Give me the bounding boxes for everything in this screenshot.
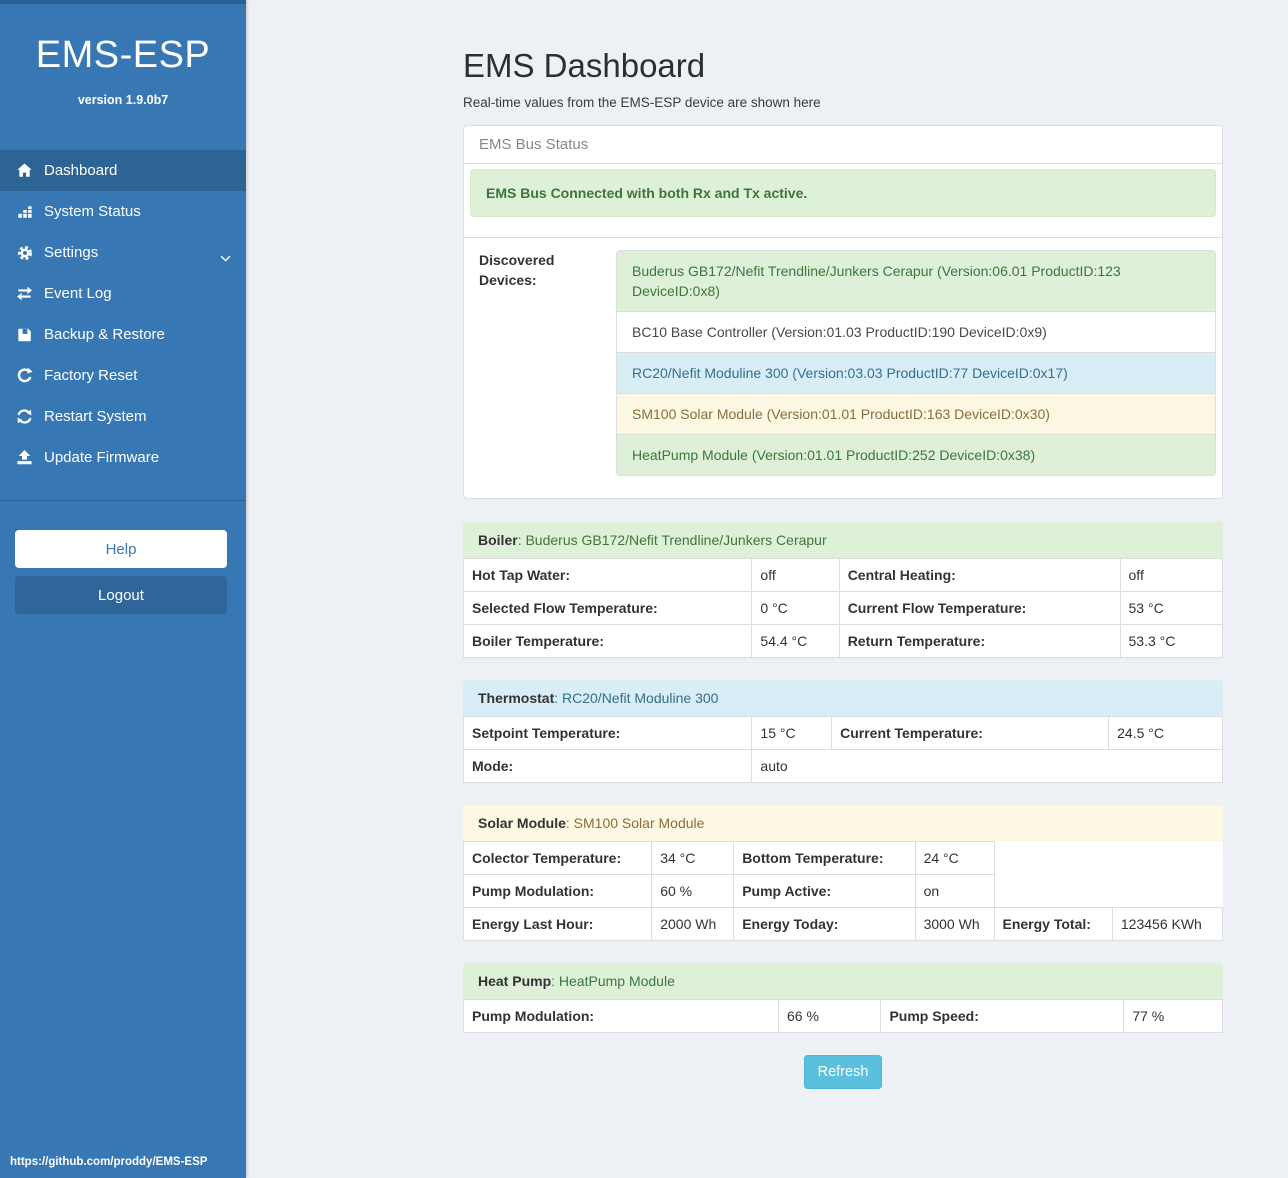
cell-value: off: [1120, 559, 1222, 592]
table-row: [464, 875, 1223, 908]
help-button[interactable]: Help: [15, 530, 227, 568]
sidebar-item-system-status[interactable]: [0, 191, 246, 232]
device-name: HeatPump Module: [555, 973, 675, 989]
cell-label: Pump Modulation:: [464, 875, 652, 908]
refresh-button[interactable]: Refresh: [804, 1055, 883, 1089]
sidebar-item-backup-restore[interactable]: [0, 314, 246, 355]
table-row: [464, 1000, 1223, 1033]
sidebar-item-label: Dashboard: [44, 162, 118, 179]
table-row: [464, 750, 1223, 783]
device-tables: [463, 522, 1223, 1033]
refresh-icon: [14, 408, 35, 425]
cell-label: Mode:: [464, 750, 752, 783]
ems-bus-status-panel: [463, 125, 1223, 499]
cell-label: Current Temperature:: [832, 717, 1109, 750]
sidebar-nav: [0, 150, 246, 478]
cell-label: Selected Flow Temperature:: [464, 592, 752, 625]
device-type-label: Boiler: [478, 532, 518, 548]
cell-value: 123456 KWh: [1112, 908, 1222, 941]
table-row: [464, 717, 1223, 750]
table-header: Heat Pump: HeatPump Module: [463, 963, 1223, 999]
device-list: [616, 250, 1216, 476]
gear-icon: [14, 244, 35, 262]
table-row: [464, 559, 1223, 592]
device-list-item: HeatPump Module (Version:01.01 ProductID:252 DeviceID:0x38): [616, 434, 1216, 476]
cell-value: 3000 Wh: [915, 908, 994, 941]
sidebar-item-settings[interactable]: [0, 232, 246, 273]
github-link[interactable]: https://github.com/proddy/EMS-ESP: [10, 1156, 208, 1168]
table-header: Solar Module: SM100 Solar Module: [463, 805, 1223, 841]
device-name: SM100 Solar Module: [569, 815, 705, 831]
cell-value: 15 °C: [752, 717, 832, 750]
table-header: Thermostat: RC20/Nefit Moduline 300: [463, 680, 1223, 716]
boiler-table: [463, 522, 1223, 658]
cell-label: Bottom Temperature:: [734, 842, 915, 875]
app-version: version 1.9.0b7: [77, 93, 169, 107]
cell-label: Setpoint Temperature:: [464, 717, 752, 750]
sidebar-item-label: System Status: [44, 203, 141, 220]
table-header: Boiler: Buderus GB172/Nefit Trendline/Junkers Cerapur: [463, 522, 1223, 558]
exchange-icon: [14, 285, 35, 302]
cell-value: 0 °C: [752, 592, 839, 625]
cell-value: 53.3 °C: [1120, 625, 1222, 658]
sidebar-item-restart-system[interactable]: [0, 396, 246, 437]
sidebar-item-update-firmware[interactable]: [0, 437, 246, 478]
sidebar-item-label: Event Log: [44, 285, 112, 302]
cell-label: Boiler Temperature:: [464, 625, 752, 658]
cell-label: Current Flow Temperature:: [839, 592, 1120, 625]
cell-label: Energy Today:: [734, 908, 915, 941]
device-list-item: Buderus GB172/Nefit Trendline/Junkers Cerapur (Version:06.01 ProductID:123 DeviceID:0x8): [616, 250, 1216, 312]
home-icon: [14, 162, 35, 179]
main-content: [463, 47, 1223, 1089]
sidebar-item-label: Settings: [44, 244, 99, 261]
thermostat-table: [463, 680, 1223, 783]
discovered-devices-label: Discovered Devices:: [479, 252, 555, 288]
sidebar: [0, 0, 246, 1178]
cell-label: Pump Active:: [734, 875, 915, 908]
cell-label: Energy Total:: [994, 908, 1112, 941]
table-row: [464, 625, 1223, 658]
logout-button[interactable]: Logout: [15, 576, 227, 614]
cell-label: Pump Speed:: [881, 1000, 1124, 1033]
cell-label: Return Temperature:: [839, 625, 1120, 658]
save-icon: [14, 327, 35, 343]
device-list-item: RC20/Nefit Moduline 300 (Version:03.03 ProductID:77 DeviceID:0x17): [616, 352, 1216, 394]
device-list-item: BC10 Base Controller (Version:01.03 ProductID:190 DeviceID:0x9): [616, 311, 1216, 353]
bus-status-alert: EMS Bus Connected with both Rx and Tx active.: [470, 169, 1216, 217]
brand: [0, 4, 246, 107]
cell-value: 24.5 °C: [1109, 717, 1223, 750]
cell-value: 77 %: [1124, 1000, 1223, 1033]
cell-label: Pump Modulation:: [464, 1000, 779, 1033]
cell-value: on: [915, 875, 994, 908]
sidebar-item-label: Update Firmware: [44, 449, 160, 466]
app-title: EMS-ESP: [35, 34, 211, 76]
sidebar-item-label: Factory Reset: [44, 367, 138, 384]
cell-value: 54.4 °C: [752, 625, 839, 658]
sidebar-item-label: Restart System: [44, 408, 147, 425]
cell-value: 60 %: [652, 875, 734, 908]
cell-value: 66 %: [778, 1000, 880, 1033]
discovered-devices-section: [464, 238, 1222, 498]
cell-label: Energy Last Hour:: [464, 908, 652, 941]
sidebar-item-dashboard[interactable]: [0, 150, 246, 191]
system-status-icon: [14, 204, 35, 220]
device-type-label: Thermostat: [478, 690, 555, 706]
solar-module-table: [463, 805, 1223, 941]
rotate-right-icon: [14, 367, 35, 384]
page-title: EMS Dashboard: [463, 47, 706, 84]
table-row: [464, 908, 1223, 941]
table-row: [464, 592, 1223, 625]
cell-value: 53 °C: [1120, 592, 1222, 625]
panel-heading: EMS Bus Status: [464, 126, 1222, 164]
page-subtitle: Real-time values from the EMS-ESP device are shown here: [463, 95, 821, 110]
device-type-label: Heat Pump: [478, 973, 552, 989]
chevron-down-icon: [220, 249, 231, 266]
device-list-item: SM100 Solar Module (Version:01.01 ProductID:163 DeviceID:0x30): [616, 393, 1216, 435]
cell-value: auto: [752, 750, 1223, 783]
cell-value: off: [752, 559, 839, 592]
cell-label: Colector Temperature:: [464, 842, 652, 875]
cell-label: Central Heating:: [839, 559, 1120, 592]
device-name: RC20/Nefit Moduline 300: [558, 690, 719, 706]
table-row: [464, 842, 1223, 875]
cell-value: 24 °C: [915, 842, 994, 875]
cell-label: Hot Tap Water:: [464, 559, 752, 592]
sidebar-item-label: Backup & Restore: [44, 326, 165, 343]
upload-icon: [14, 449, 35, 466]
cell-value: 2000 Wh: [652, 908, 734, 941]
device-name: Buderus GB172/Nefit Trendline/Junkers Cerapur: [521, 532, 827, 548]
heat-pump-table: [463, 963, 1223, 1033]
device-type-label: Solar Module: [478, 815, 566, 831]
sidebar-divider: [0, 500, 246, 501]
cell-value: 34 °C: [652, 842, 734, 875]
sidebar-item-factory-reset[interactable]: [0, 355, 246, 396]
sidebar-item-event-log[interactable]: [0, 273, 246, 314]
alert-section: [464, 164, 1222, 238]
